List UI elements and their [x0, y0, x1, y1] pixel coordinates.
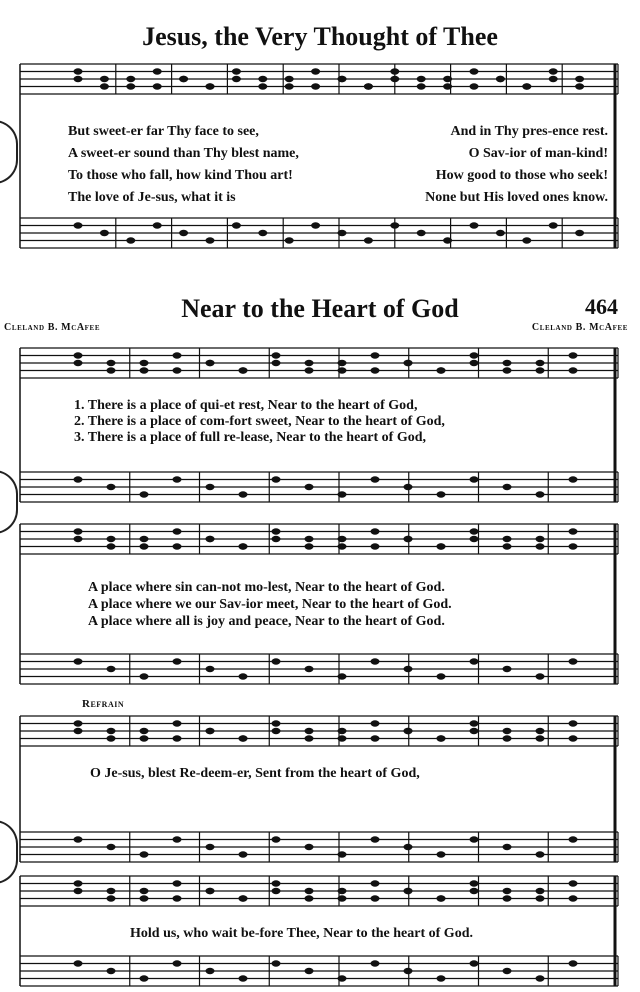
- top-verse-1: [68, 124, 608, 140]
- hymn-title-main: Near to the Heart of God: [181, 294, 459, 323]
- refrain-label: Refrain: [82, 698, 125, 710]
- music-credit: Cleland B. McAfee: [531, 322, 628, 333]
- top-verse-3: [68, 168, 608, 184]
- hymn-number: 464: [585, 294, 618, 319]
- top-verse-2-right: O Sav-ior of man-kind!: [468, 146, 608, 161]
- refrain-line-1: O Je-sus, blest Re-deem-er, Sent from the heart of God,: [90, 766, 420, 781]
- system1-verse-2: 2. There is a place of com-fort sweet, Near to the heart of God,: [74, 414, 445, 429]
- refrain-line-2: Hold us, who wait be-fore Thee, Near to the heart of God.: [130, 926, 473, 941]
- system1-verse-1: 1. There is a place of qui-et rest, Near to the heart of God,: [74, 398, 418, 413]
- system1-verse-3: 3. There is a place of full re-lease, Near to the heart of God,: [74, 430, 427, 445]
- top-verse-3-left: To those who fall, how kind Thou art!: [68, 168, 293, 183]
- hymn-title-top: Jesus, the Very Thought of Thee: [142, 22, 498, 51]
- system2-verse-2: A place where we our Sav-ior meet, Near to the heart of God.: [88, 597, 452, 612]
- top-verse-4: [68, 190, 608, 206]
- top-verse-1-left: But sweet-er far Thy face to see,: [68, 124, 259, 139]
- top-verse-2-left: A sweet-er sound than Thy blest name,: [68, 146, 299, 161]
- top-verse-2: [68, 146, 608, 162]
- top-verse-4-right: None but His loved ones know.: [425, 190, 608, 205]
- top-verse-3-right: How good to those who seek!: [435, 168, 608, 183]
- top-verse-4-left: The love of Je-sus, what it is: [68, 190, 236, 205]
- words-credit: Cleland B. McAfee: [4, 322, 101, 333]
- top-verse-1-right: And in Thy pres-ence rest.: [450, 124, 608, 139]
- system2-verse-3: A place where all is joy and peace, Near to the heart of God.: [88, 614, 445, 629]
- system2-verse-1: A place where sin can-not mo-lest, Near to the heart of God.: [88, 580, 445, 595]
